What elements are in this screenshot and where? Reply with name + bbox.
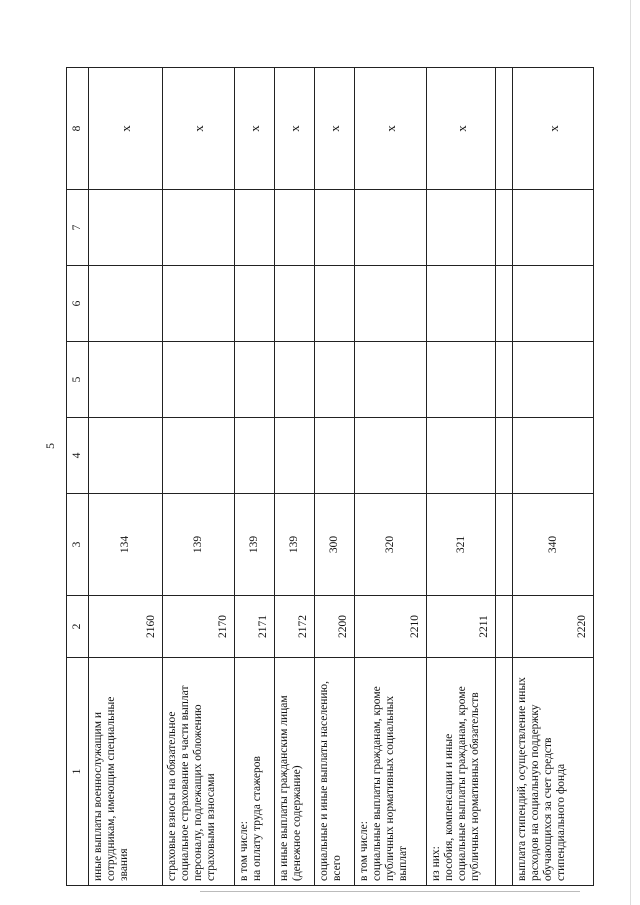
description-line: в том числе: <box>358 821 370 881</box>
empty-cell <box>275 342 315 418</box>
description-line: (денежное содержание) <box>291 765 303 881</box>
description-line: звания <box>118 848 130 881</box>
empty-cell <box>427 266 496 342</box>
header-cell: 2 <box>67 596 89 658</box>
row-code: 2160 <box>89 596 163 658</box>
description-line: всего <box>331 855 343 881</box>
empty-cell <box>315 266 355 342</box>
table-row <box>496 68 513 886</box>
row-code <box>496 596 513 658</box>
empty-cell <box>275 266 315 342</box>
row-description <box>315 658 355 886</box>
description-line: пособия, компенсации и иные <box>443 733 455 881</box>
empty-cell <box>315 190 355 266</box>
empty-cell <box>163 266 235 342</box>
empty-cell <box>355 190 427 266</box>
header-cell: 8 <box>67 68 89 190</box>
header-cell: 1 <box>67 658 89 886</box>
empty-cell <box>513 266 594 342</box>
empty-cell <box>427 190 496 266</box>
description-line: социальные выплаты гражданам, кроме <box>371 686 383 881</box>
row-number: 139 <box>163 494 235 596</box>
row-mark: x <box>513 68 594 190</box>
header-cell: 4 <box>67 418 89 494</box>
row-number: 340 <box>513 494 594 596</box>
description-line: персоналу, подлежащих обложению <box>192 704 204 881</box>
empty-cell <box>355 342 427 418</box>
empty-cell <box>315 342 355 418</box>
row-description <box>275 658 315 886</box>
row-number: 139 <box>275 494 315 596</box>
table-row <box>513 68 594 886</box>
row-description <box>235 658 275 886</box>
table-row <box>235 68 275 886</box>
empty-cell <box>235 266 275 342</box>
empty-cell <box>427 342 496 418</box>
table-row <box>427 68 496 886</box>
row-code: 2210 <box>355 596 427 658</box>
row-mark: x <box>89 68 163 190</box>
row-description <box>513 658 594 886</box>
table-row <box>163 68 235 886</box>
empty-cell <box>89 342 163 418</box>
empty-cell <box>513 418 594 494</box>
header-row <box>67 68 89 886</box>
empty-cell <box>163 190 235 266</box>
empty-cell <box>315 418 355 494</box>
empty-cell <box>163 342 235 418</box>
row-number: 300 <box>315 494 355 596</box>
row-description <box>89 658 163 886</box>
empty-cell <box>89 190 163 266</box>
description-line: обучающихся за счет средств <box>542 737 554 881</box>
header-cell: 5 <box>67 342 89 418</box>
table-row <box>315 68 355 886</box>
budget-table <box>66 67 594 886</box>
empty-cell <box>89 418 163 494</box>
table-row <box>275 68 315 886</box>
empty-cell <box>275 190 315 266</box>
row-mark <box>496 68 513 190</box>
rotated-page-content <box>66 68 594 886</box>
table-row <box>89 68 163 886</box>
description-line: из них: <box>430 846 442 881</box>
row-code: 2220 <box>513 596 594 658</box>
scan-edge-line <box>200 891 580 892</box>
description-line: на иные выплаты гражданским лицам <box>278 695 290 881</box>
empty-cell <box>496 342 513 418</box>
row-mark: x <box>163 68 235 190</box>
header-cell: 7 <box>67 190 89 266</box>
table-row <box>355 68 427 886</box>
empty-cell <box>513 342 594 418</box>
row-number: 321 <box>427 494 496 596</box>
empty-cell <box>496 418 513 494</box>
empty-cell <box>89 266 163 342</box>
row-code: 2200 <box>315 596 355 658</box>
description-line: выплат <box>397 846 409 881</box>
row-code: 2170 <box>163 596 235 658</box>
row-number: 134 <box>89 494 163 596</box>
empty-cell <box>235 190 275 266</box>
description-line: выплата стипендий, осуществление иных <box>516 677 528 881</box>
row-code: 2172 <box>275 596 315 658</box>
row-mark: x <box>427 68 496 190</box>
description-line: иные выплаты военнослужащим и <box>92 712 104 881</box>
description-line: в том числе: <box>238 821 250 881</box>
row-description <box>355 658 427 886</box>
row-mark: x <box>315 68 355 190</box>
header-cell: 3 <box>67 494 89 596</box>
row-number: 139 <box>235 494 275 596</box>
description-line: публичных нормативных социальных <box>384 695 396 881</box>
empty-cell <box>355 266 427 342</box>
description-line: на оплату труда стажеров <box>251 756 263 881</box>
row-code: 2171 <box>235 596 275 658</box>
page-number: 5 <box>43 443 57 449</box>
description-line: социальные выплаты гражданам, кроме <box>456 686 468 881</box>
description-line: социальное страхование в части выплат <box>179 685 191 881</box>
header-cell: 6 <box>67 266 89 342</box>
description-line: страховые взносы на обязательное <box>166 711 178 881</box>
empty-cell <box>427 418 496 494</box>
description-line: страховыми взносами <box>205 773 217 881</box>
empty-cell <box>235 418 275 494</box>
row-code: 2211 <box>427 596 496 658</box>
empty-cell <box>163 418 235 494</box>
description-line: стипендиального фонда <box>555 763 567 881</box>
row-description <box>427 658 496 886</box>
row-mark: x <box>355 68 427 190</box>
row-description <box>163 658 235 886</box>
description-line: расходов на социальную поддержку <box>529 704 541 881</box>
row-description <box>496 658 513 886</box>
empty-cell <box>235 342 275 418</box>
description-line: сотрудникам, имеющим специальные <box>105 696 117 881</box>
row-number: 320 <box>355 494 427 596</box>
row-number <box>496 494 513 596</box>
empty-cell <box>513 190 594 266</box>
row-mark: x <box>275 68 315 190</box>
scan-edge-line <box>630 0 631 905</box>
description-line: публичных нормативных обязательств <box>469 692 481 881</box>
empty-cell <box>496 190 513 266</box>
empty-cell <box>355 418 427 494</box>
row-mark: x <box>235 68 275 190</box>
description-line: социальные и иные выплаты населению, <box>318 681 330 881</box>
empty-cell <box>275 418 315 494</box>
empty-cell <box>496 266 513 342</box>
